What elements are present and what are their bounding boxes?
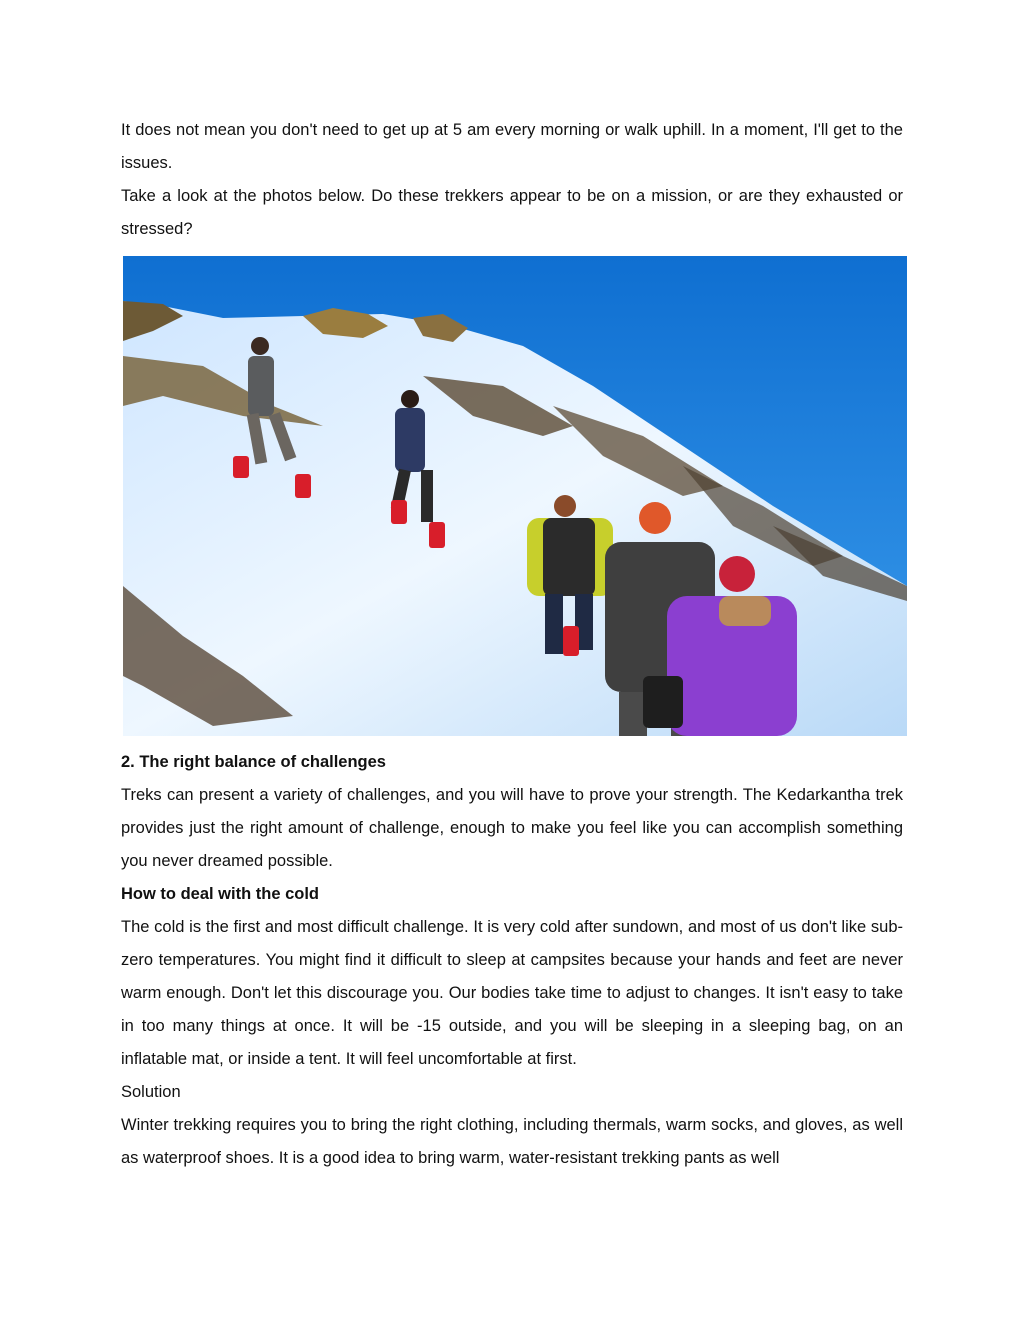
trekkers-photo [123,256,907,736]
section-2-heading: 2. The right balance of challenges [121,753,386,771]
document-page [121,114,903,1175]
intro-paragraph-2: Take a look at the photos below. Do these trekkers appear to be on a mission, or are they exhausted or stressed? [121,187,903,238]
solution-label: Solution [121,1083,181,1101]
intro-paragraph-1: It does not mean you don't need to get up at 5 am every morning or walk uphill. In a moment, I'll get to the issues. [121,121,903,172]
section-2-body: Treks can present a variety of challenges, and you will have to prove your strength. The Kedarkantha trek provides just the right amount of challenge, enough to make you feel like you can accomplish something you never dreamed possible. [121,786,903,870]
cold-heading: How to deal with the cold [121,885,319,903]
solution-body: Winter trekking requires you to bring the right clothing, including thermals, warm socks, and gloves, as well as waterproof shoes. It is a good idea to bring warm, water-resistant trekking pants as well [121,1116,903,1167]
cold-body: The cold is the first and most difficult challenge. It is very cold after sundown, and most of us don't like sub-zero temperatures. You might find it difficult to sleep at campsites because your hands and feet are never warm enough. Don't let this discourage you. Our bodies take time to adjust to changes. It isn't easy to take in too many things at once. It will be -15 outside, and you will be sleeping in a sleeping bag, on an inflatable mat, or inside a tent. It will feel uncomfortable at first. [121,918,903,1068]
